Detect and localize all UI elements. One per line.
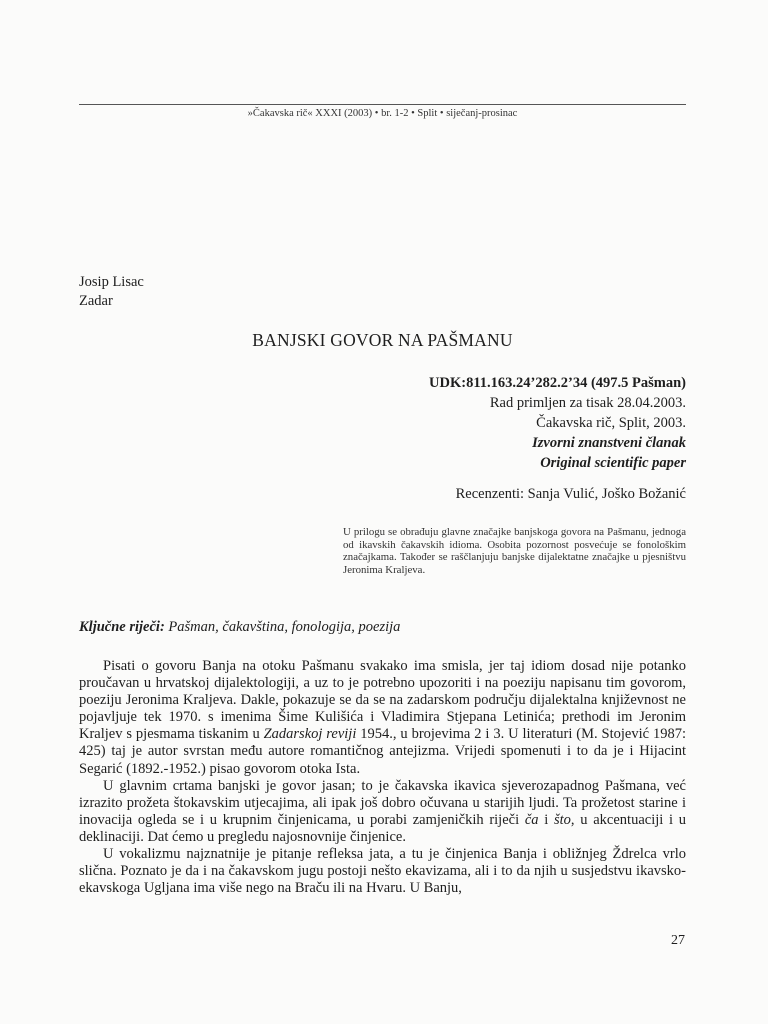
- keywords-value: Pašman, čakavština, fonologija, poezija: [168, 619, 401, 635]
- term-sto-italic: što: [554, 811, 571, 828]
- paragraph-1-text-a: Pisati o govoru Banja na otoku Pašmanu svakako ima smisla, jer taj idiom dosad nije potanko proučavan u hrvatskoj dijalektologiji, a uz to je potrebno upozoriti i na poeziju napisanu tim govorom, poeziju Jeronima Kraljeva. Dakle, pokazuje se da se na zadarskom području dijalektalna književnost ne pojavljuje tek 1970. s imenima Šime Kulišića i Vladimira Stjepana Letinića; prethodi im Jeronim Kraljev s pjesmama tiskanim u: [79, 658, 686, 743]
- paragraph-2-text-b: , u akcentuaciji i u deklinaciji. Dat ćemo u pregledu najosnovnije činjenice.: [79, 811, 687, 845]
- received-date: Rad primljen za tisak 28.04.2003.: [489, 395, 686, 411]
- journal-title-italic: Zadarskoj reviji: [263, 726, 357, 743]
- journal-info: Čakavska rič, Split, 2003.: [536, 415, 686, 431]
- term-ca-italic: ča: [524, 811, 539, 828]
- paragraph-1: [79, 658, 686, 778]
- keywords: [79, 619, 400, 636]
- author-name: Josip Lisac: [79, 274, 144, 290]
- category-en: Original scientific paper: [540, 455, 686, 471]
- page-number: 27: [671, 933, 685, 948]
- paragraph-2-conj: i: [538, 811, 554, 828]
- paragraph-2: [79, 778, 686, 846]
- paragraph-2-text-a: U glavnim crtama banjski je govor jasan; to je čakavska ikavica sjeverozapadnog Pašmana, već izrazito prožeta štokavskim utjecajima, ali ipak još dobro očuvana u starijih ljudi. Ta prožetost starine i inovacija ogleda se i u krupnim činjenicama, u porabi zamjeničkih riječi: [79, 777, 686, 828]
- udk-code: UDK:811.163.24’282.2’34 (497.5 Pašman): [429, 375, 686, 391]
- abstract: U prilogu se obrađuju glavne značajke banjskoga govora na Pašmanu, jednoga od ikavskih čakavskih idioma. Osobita pozornost posvećuje se fonološkim značajkama. Također se raščlanjuju banjske dijalektatne značajke u pjesništvu Jeronima Kraljeva.: [343, 526, 686, 576]
- article-title: BANJSKI GOVOR NA PAŠMANU: [252, 330, 513, 350]
- author-block: [79, 273, 144, 311]
- paragraph-1-text-b: 1954., u brojevima 2 i 3. U literaturi (M. Stojević 1987: 425) taj je autor svrstan među autore romantičnog antejizma. Vrijedi spomenuti i to da je i Hijacint Segarić (1892.-1952.) pisao govorom otoka Ista.: [79, 726, 686, 777]
- keywords-label: Ključne riječi:: [79, 619, 165, 635]
- header-rule: [79, 104, 686, 105]
- running-head: »Čakavska rič« XXXI (2003) • br. 1-2 • Split • siječanj-prosinac: [247, 108, 518, 119]
- article-meta: [326, 373, 686, 473]
- author-location: Zadar: [79, 293, 113, 309]
- category-hr: Izvorni znanstveni članak: [532, 435, 686, 451]
- reviewers: Recenzenti: Sanja Vulić, Joško Božanić: [455, 486, 686, 502]
- paragraph-3: U vokalizmu najznatnije je pitanje refleksa jata, a tu je činjenica Banja i obližnjeg Ždrelca vrlo slična. Poznato je da i na čakavskom jugu postoji nešto ekavizama, ali i to da njih u susjedstvu ikavsko-ekavskoga Ugljana ima više nego na Braču ili na Hvaru. U Banju,: [79, 846, 686, 897]
- article-body: [79, 658, 686, 897]
